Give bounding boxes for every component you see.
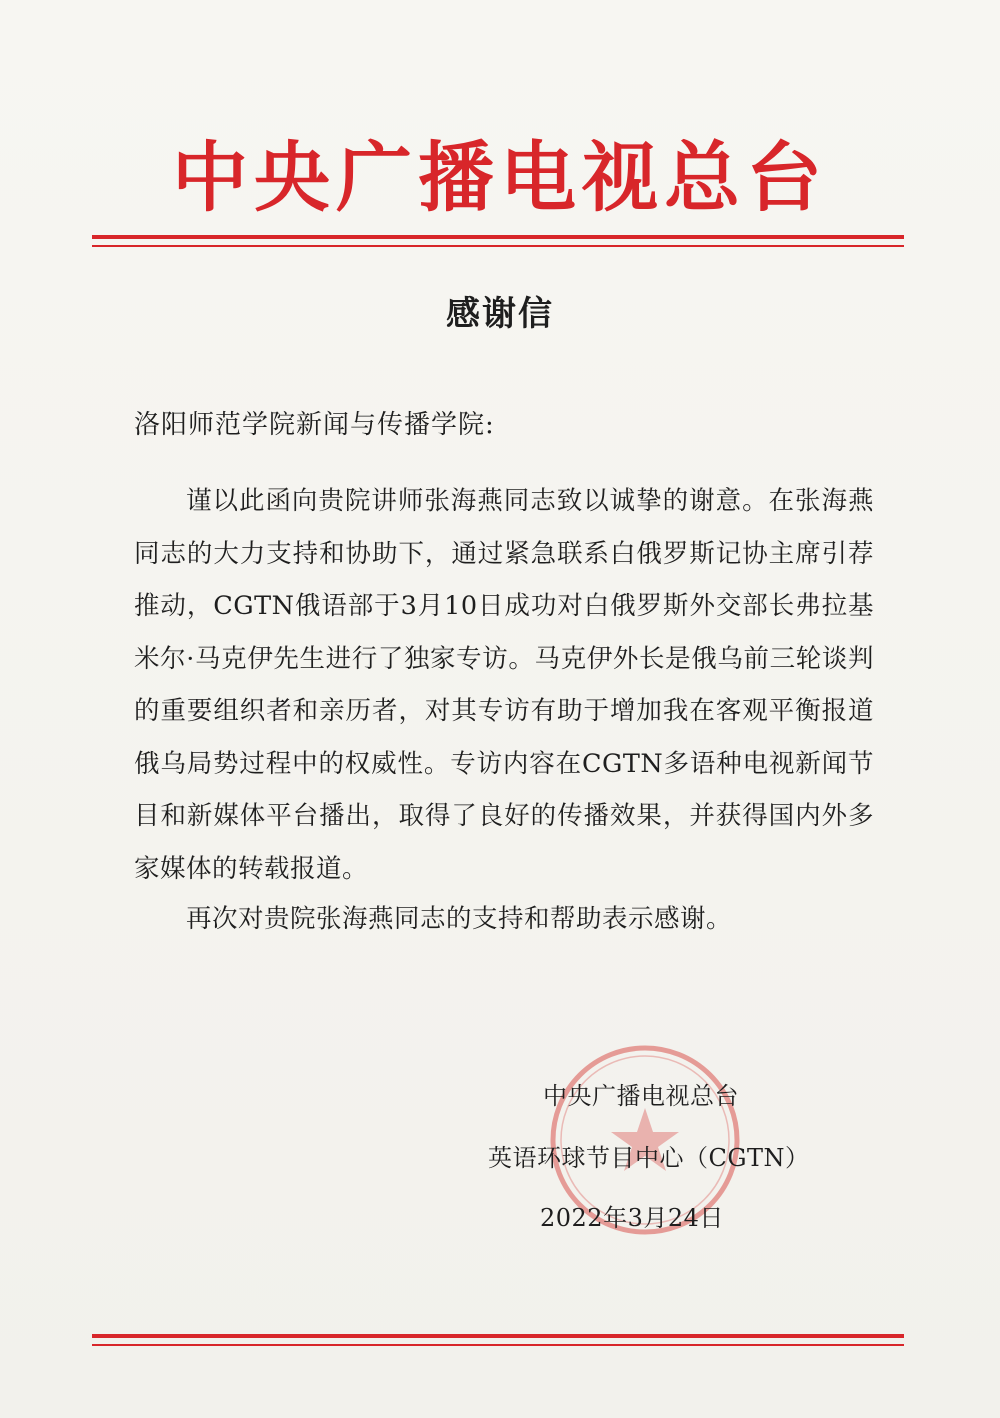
- letterhead-rule-thin: [92, 245, 904, 247]
- letterhead-title: 中央广播电视总台: [172, 133, 828, 222]
- signature-dept: 英语环球节目中心（CGTN）: [488, 1144, 810, 1172]
- document-title: 感谢信: [446, 294, 554, 334]
- salutation: 洛阳师范学院新闻与传播学院:: [134, 410, 495, 440]
- signature-org: 中央广播电视总台: [543, 1082, 739, 1110]
- body-paragraph: 谨以此函向贵院讲师张海燕同志致以诚挚的谢意。在张海燕同志的大力支持和协助下，通过紧急联系白俄罗斯记协主席引荐推动，CGTN俄语部于3月10日成功对白俄罗斯外交部长弗拉基米尔·马克伊先生进行了独家专访。马克伊外长是俄乌前三轮谈判的重要组织者和亲历者，对其专访有助于增加我在客观平衡报道俄乌局势过程中的权威性。专访内容在CGTN多语种电视新闻节目和新媒体平台播出，取得了良好的传播效果，并获得国内外多家媒体的转载报道。: [134, 486, 874, 884]
- signature-date: 2022年3月24日: [540, 1204, 724, 1232]
- closing-paragraph: 再次对贵院张海燕同志的支持和帮助表示感谢。: [186, 904, 733, 934]
- letterhead-rule-thick: [92, 235, 904, 239]
- footer-rule-thick: [92, 1334, 904, 1338]
- footer-rule-thin: [92, 1344, 904, 1346]
